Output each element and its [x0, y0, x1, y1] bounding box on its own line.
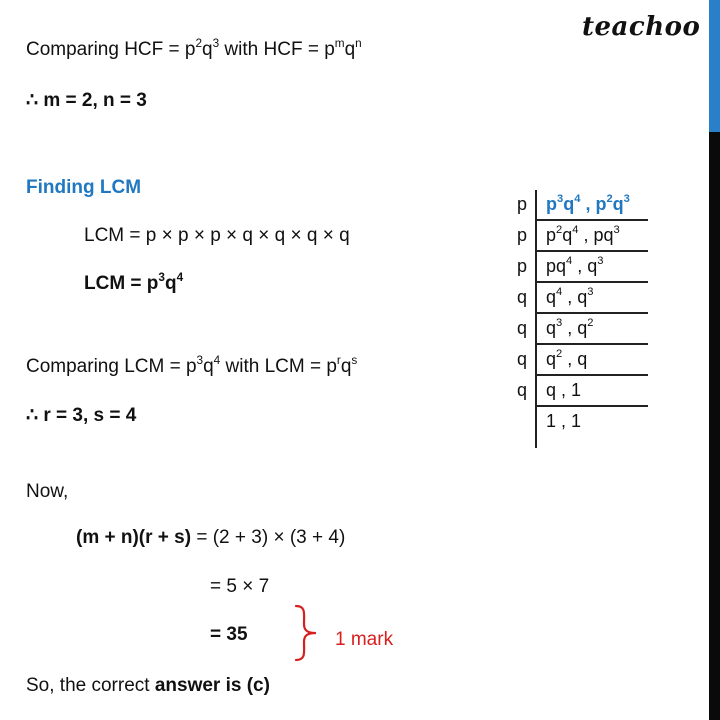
division-value: $q^4$ , $q^3$ — [546, 285, 594, 307]
division-divisor: q — [516, 287, 527, 307]
division-row — [508, 283, 648, 314]
hcf-compare-line: Comparing HCF = $p^2q^3$ with HCF = $p^mq^n$ — [26, 36, 362, 60]
lcm-compare-line: Comparing LCM = $p^3q^4$ with LCM = $p^rq^s$ — [26, 353, 358, 377]
division-divisor: p — [516, 256, 527, 276]
hcf-conclusion: ∴ m = 2, n = 3 — [26, 90, 147, 111]
division-value: $q^2$ , q — [546, 347, 588, 369]
division-row — [508, 345, 648, 376]
final-expression-line: (m + n)(r + s) = (2 + 3) × (3 + 4) — [76, 527, 346, 548]
mark-brace-icon — [290, 604, 320, 662]
division-value: $p^2q^4$ , $pq^3$ — [546, 223, 620, 245]
division-value: $q^3$ , $q^2$ — [546, 316, 594, 338]
division-row — [508, 252, 648, 283]
division-divisor: q — [516, 380, 527, 400]
division-row — [508, 314, 648, 345]
division-row — [508, 190, 648, 221]
lcm-conclusion: ∴ r = 3, s = 4 — [26, 405, 137, 426]
division-row — [508, 376, 648, 407]
final-step-2: = 35 — [210, 624, 248, 645]
final-step-1: = 5 × 7 — [210, 576, 270, 597]
division-table — [508, 190, 648, 438]
division-value: $p^3q^4$ , $p^2q^3$ — [546, 192, 630, 214]
sidebar-blue-accent — [709, 0, 720, 132]
now-label: Now, — [26, 481, 69, 502]
division-divisor: q — [516, 318, 527, 338]
answer-line: So, the correct answer is (c) — [26, 675, 270, 696]
division-value: q , 1 — [546, 380, 582, 400]
division-value: 1 , 1 — [546, 411, 582, 431]
division-divisor: q — [516, 349, 527, 369]
division-row — [508, 221, 648, 252]
division-divisor: p — [516, 225, 527, 245]
lcm-heading: Finding LCM — [26, 177, 142, 198]
mark-label: 1 mark — [335, 629, 394, 650]
division-divisor: p — [516, 194, 527, 214]
division-row — [508, 407, 648, 438]
teachoo-logo: teachoo — [582, 12, 701, 42]
division-value: $pq^4$ , $q^3$ — [546, 254, 604, 276]
lcm-product-line: LCM = p × p × p × q × q × q × q — [84, 225, 350, 246]
lcm-result-line: LCM = $p^3q^4$ — [84, 270, 184, 294]
